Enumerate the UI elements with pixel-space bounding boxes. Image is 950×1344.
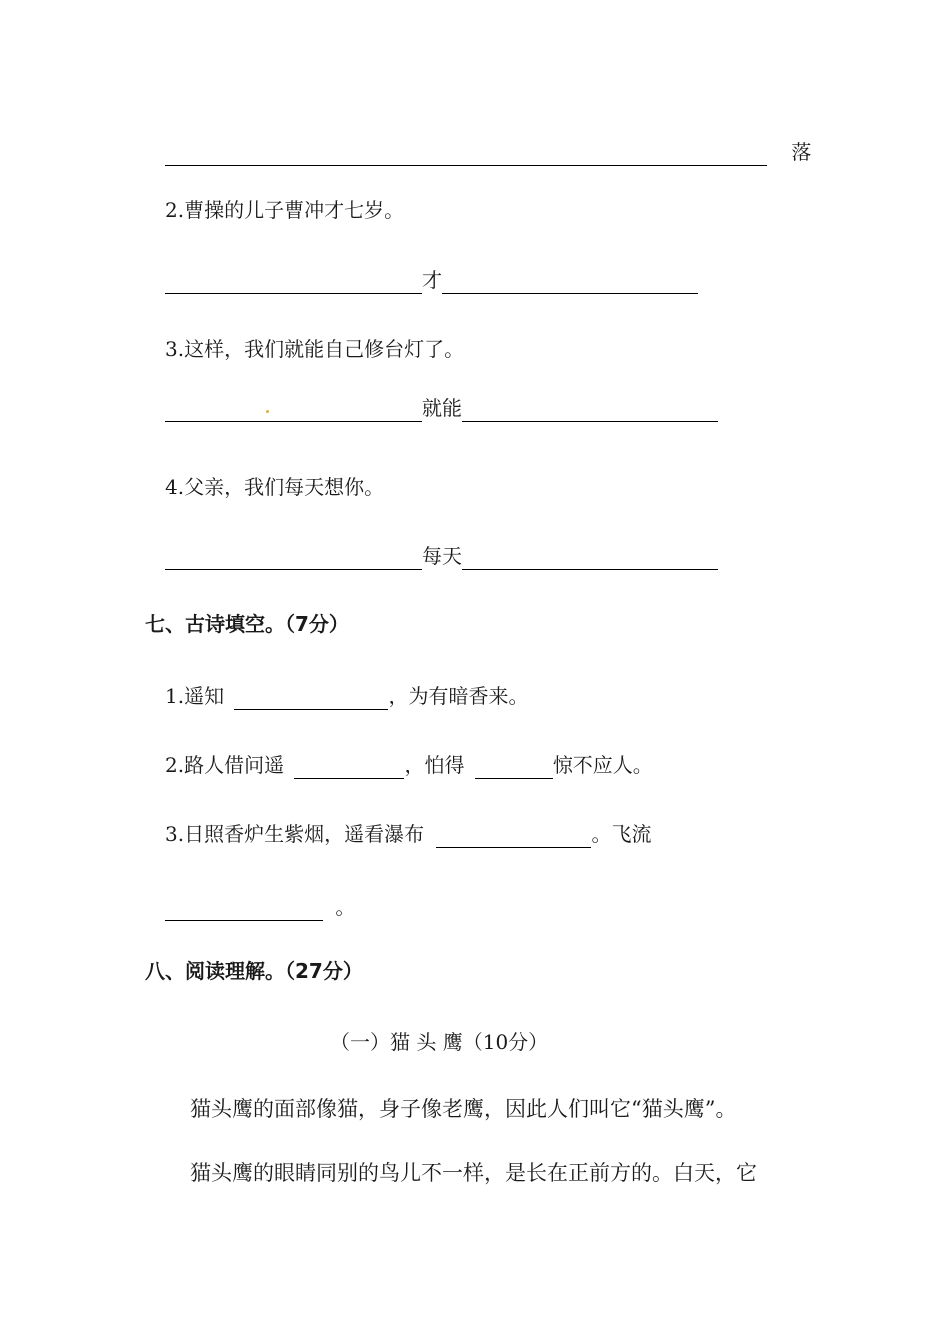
answer-line-1[interactable] [165,138,811,166]
poem-blank[interactable] [234,687,388,710]
blank[interactable] [165,143,767,166]
answer-line-4[interactable] [165,542,718,570]
poem-text: 2.路人借问遥 [165,753,285,777]
passage-paragraph-2: 猫头鹰的眼睛同别的鸟儿不一样，是长在正前方的。白天，它 [190,1161,757,1185]
connector-word: 才 [422,268,442,292]
poem-question-3 [165,820,651,848]
poem-text: ，为有暗香来。 [388,684,529,708]
poem-text: 1.遥知 [165,684,225,708]
blank[interactable] [165,271,422,294]
poem-text: 3.日照香炉生紫烟，遥看瀑布 [165,822,425,846]
passage-paragraph-1: 猫头鹰的面部像猫，身子像老鹰，因此人们叫它“猫头鹰”。 [190,1097,737,1121]
blank[interactable] [462,399,718,422]
connector-word: 每天 [422,544,462,568]
question-2: 2.曹操的儿子曹冲才七岁。 [165,198,405,222]
section-7-heading: 七、古诗填空。（7分） [145,612,349,636]
question-4: 4.父亲，我们每天想你。 [165,475,385,499]
question-3: 3.这样，我们就能自己修台灯了。 [165,337,465,361]
blank[interactable] [442,271,698,294]
poem-blank[interactable] [165,898,323,921]
answer-line-3[interactable] [165,394,718,422]
blank[interactable] [462,547,718,570]
answer-line-2[interactable] [165,266,698,294]
poem-blank[interactable] [294,756,404,779]
poem-question-3-continued [165,893,355,921]
poem-text: 。 [335,895,356,919]
stray-mark [266,410,269,413]
poem-text: 惊不应人。 [552,753,653,777]
section-8-heading: 八、阅读理解。（27分） [145,959,363,983]
poem-question-2 [165,751,653,779]
poem-question-1 [165,682,528,710]
poem-text: 。飞流 [591,822,652,846]
poem-blank[interactable] [436,825,591,848]
connector-word: 落 [791,140,812,164]
poem-blank[interactable] [475,756,553,779]
blank[interactable] [165,399,422,422]
passage-title: （一）猫 头 鹰（10分） [330,1030,549,1054]
blank[interactable] [165,547,422,570]
connector-word: 就能 [422,396,462,420]
poem-text: ，怕得 [404,753,465,777]
